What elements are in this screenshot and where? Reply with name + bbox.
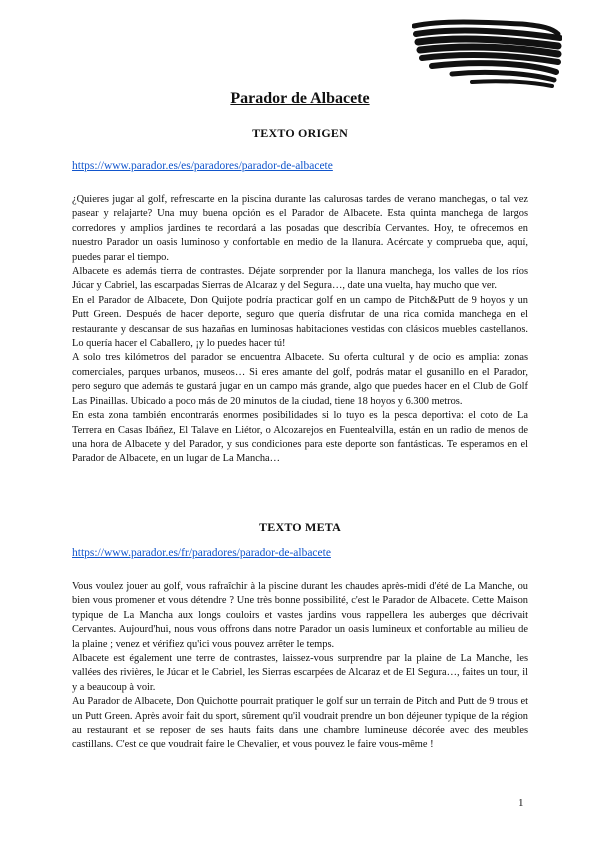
target-paragraph: Au Parador de Albacete, Don Quichotte pourrait pratiquer le golf sur un terrain de Pitch and Putt de 9 trous et un Putt Green. Après avoir fait du sport, sûrement qu'il voudrait prendre un bon déjeuner typique de la région au restaurant et se reposer de ses hauts faits dans une chambre lumineuse décorée avec des meubles castillans. C'est ce que voudrait faire le Chevalier, et vous pouvez le faire vous-même ! — [72, 696, 528, 751]
document-title: Parador de Albacete — [230, 90, 370, 107]
target-url-link[interactable]: https://www.parador.es/fr/paradores/parador-de-albacete — [72, 547, 331, 559]
target-paragraph: Vous voulez jouer au golf, vous rafraîchir à la piscine durant les chaudes après-midi d'été de La Manche, ou bien vous promener et vous détendre ? Une très bonne possibilité, c'est le Parador de Albacete. Cette Maison typique de La Mancha aux longs couloirs et vastes jardins vous rappellera les auberges que décrivait Cervantes. Aujourd'hui, nous vous offrons dans notre Parador un oasis lumineux et confortable au milieu de la plaine ; venez et vérifiez qu'ici vous pouvez arrêter le temps. — [72, 581, 528, 650]
source-text — [72, 193, 528, 467]
source-paragraph: En el Parador de Albacete, Don Quijote podría practicar golf en un campo de Pitch&Putt de 9 hoyos y un Putt Green. Después de hacer deporte, seguro que quería disfrutar de una rica comida manchega en el restaurante y descansar de sus hazañas en luminosas habitaciones vestidas con clásicos muebles castellanos. Lo quería hacer el Caballero, ¡y lo puedes hacer tú! — [72, 294, 528, 350]
source-heading: TEXTO ORIGEN — [252, 126, 348, 140]
target-text — [72, 580, 528, 753]
source-paragraph: ¿Quieres jugar al golf, refrescarte en la piscina durante las calurosas tardes de verano manchegas, o tal vez pasear y relajarte? Una muy buena opción es el Parador de Albacete. Esta quinta manchega de largos corredores y amplios jardines te recordará a las posadas que describía Cervantes. Hoy, te ofrecemos en nuestro Parador un oasis luminoso y confortable en medio de la llanura. Acércate y comprueba que, aquí, puedes parar el tiempo. — [72, 194, 528, 263]
source-paragraph: Albacete es además tierra de contrastes. Déjate sorprender por la llanura manchega, los valles de los ríos Júcar y Cabriel, las escarpadas Sierras de Alcaraz y del Segura…, date una vuelta, hay mucho que ver. — [72, 266, 528, 292]
redaction-scribble — [412, 18, 562, 90]
source-url-link[interactable]: https://www.parador.es/es/paradores/parador-de-albacete — [72, 160, 333, 172]
target-paragraph: Albacete est également une terre de contrastes, laissez-vous surprendre par la plaine de La Manche, les vallées des rivières, le Júcar et le Cabriel, les Sierras escarpées de Alcaraz et de El Segura…, faites un tour, il y a beaucoup à voir. — [72, 653, 528, 693]
source-paragraph: A solo tres kilómetros del parador se encuentra Albacete. Su oferta cultural y de ocio es amplia: zonas comerciales, parques urbanos, museos… Si eres amante del golf, podrás matar el gusanillo en el Parador, pero seguro que además te gustará jugar en un campo más grande, algo que puedes hacer en el Club de Golf Las Pinaillas. Ubicado a poco más de 20 minutos de la ciudad, tiene 18 hoyos y 6.300 metros. — [72, 352, 528, 407]
target-heading: TEXTO META — [259, 520, 341, 534]
source-paragraph: En esta zona también encontrarás enormes posibilidades si lo tuyo es la pesca deportiva: el coto de La Terrera en Casas Ibáñez, El Talave en Liétor, o Alcozarejos en Fuentealvilla, están en un radio de menos de una hora de Albacete y del Parador, y sus condiciones para este deporte son fantásticas. Te esperamos en el Parador de Albacete, en un lugar de La Mancha… — [72, 410, 528, 465]
page-number: 1 — [518, 797, 524, 809]
